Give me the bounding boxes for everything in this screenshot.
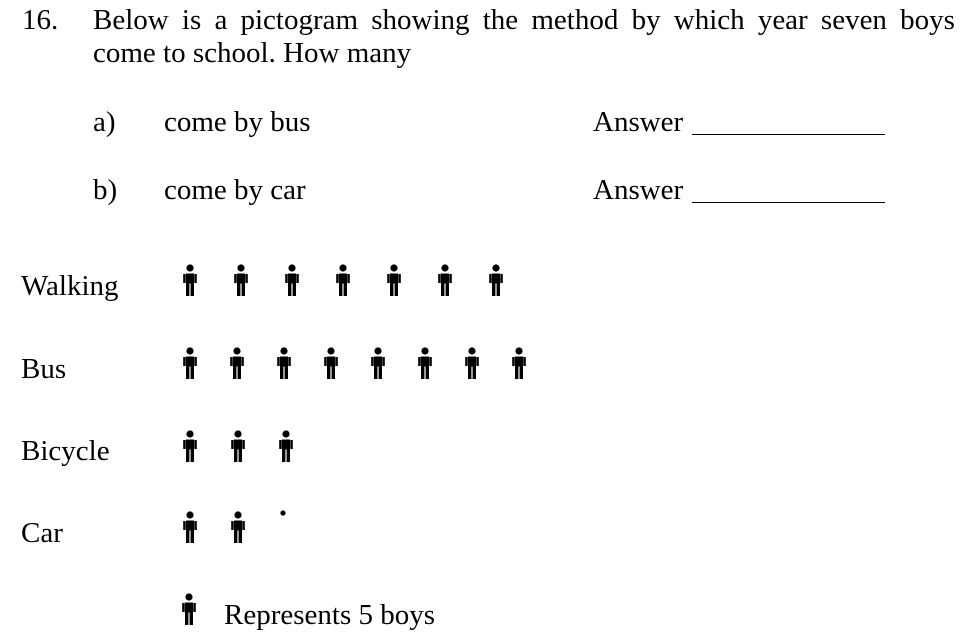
boy-figure-icon: [512, 347, 526, 379]
part-a-answer-label: Answer: [593, 106, 684, 138]
question-word: which: [673, 4, 745, 36]
boy-figure-icon: [183, 430, 197, 462]
boy-figure-icon: [418, 347, 432, 379]
question-number: 16.: [22, 4, 59, 36]
question-word: pictogram: [240, 4, 359, 36]
question-word: Below: [93, 4, 169, 36]
boy-figure-icon: [234, 264, 248, 296]
category-label-bus: Bus: [21, 353, 67, 385]
question-word: is: [181, 4, 202, 36]
category-label-bicycle: Bicycle: [21, 435, 110, 467]
boy-figure-icon: [230, 347, 244, 379]
part-b-text: come by car: [164, 174, 306, 206]
part-b-label: b): [93, 174, 118, 206]
question-word: by: [631, 4, 661, 36]
boy-figure-icon: [183, 511, 197, 543]
boy-figure-icon: [465, 347, 479, 379]
category-label-car: Car: [21, 517, 63, 549]
boy-figure-icon: [231, 511, 245, 543]
question-word: boys: [900, 4, 955, 36]
question-word: seven: [820, 4, 887, 36]
part-b-answer-label: Answer: [593, 174, 684, 206]
boy-figure-icon: [438, 264, 452, 296]
boy-figure-icon: [324, 347, 338, 379]
boy-figure-icon: [183, 347, 197, 379]
boy-figure-icon: [279, 430, 293, 462]
boy-figure-icon: [183, 264, 197, 296]
boy-figure-icon: [285, 264, 299, 296]
partial-boy-figure-icon: [280, 510, 285, 515]
boy-figure-icon: [371, 347, 385, 379]
boy-figure-icon: [387, 264, 401, 296]
part-a-text: come by bus: [164, 106, 311, 138]
boy-figure-icon: [336, 264, 350, 296]
boy-figure-icon: [277, 347, 291, 379]
question-word: the: [482, 4, 519, 36]
boy-figure-icon: [489, 264, 503, 296]
part-a-label: a): [93, 106, 116, 138]
boy-figure-icon: [231, 430, 245, 462]
key-label: Represents 5 boys: [224, 599, 436, 631]
question-text-line-2: come to school. How many: [93, 37, 412, 69]
question-word: method: [531, 4, 619, 36]
question-word: a: [214, 4, 228, 36]
question-word: year: [757, 4, 808, 36]
key-boy-figure-icon: [182, 593, 196, 625]
question-word: showing: [371, 4, 470, 36]
category-label-walking: Walking: [21, 270, 119, 302]
